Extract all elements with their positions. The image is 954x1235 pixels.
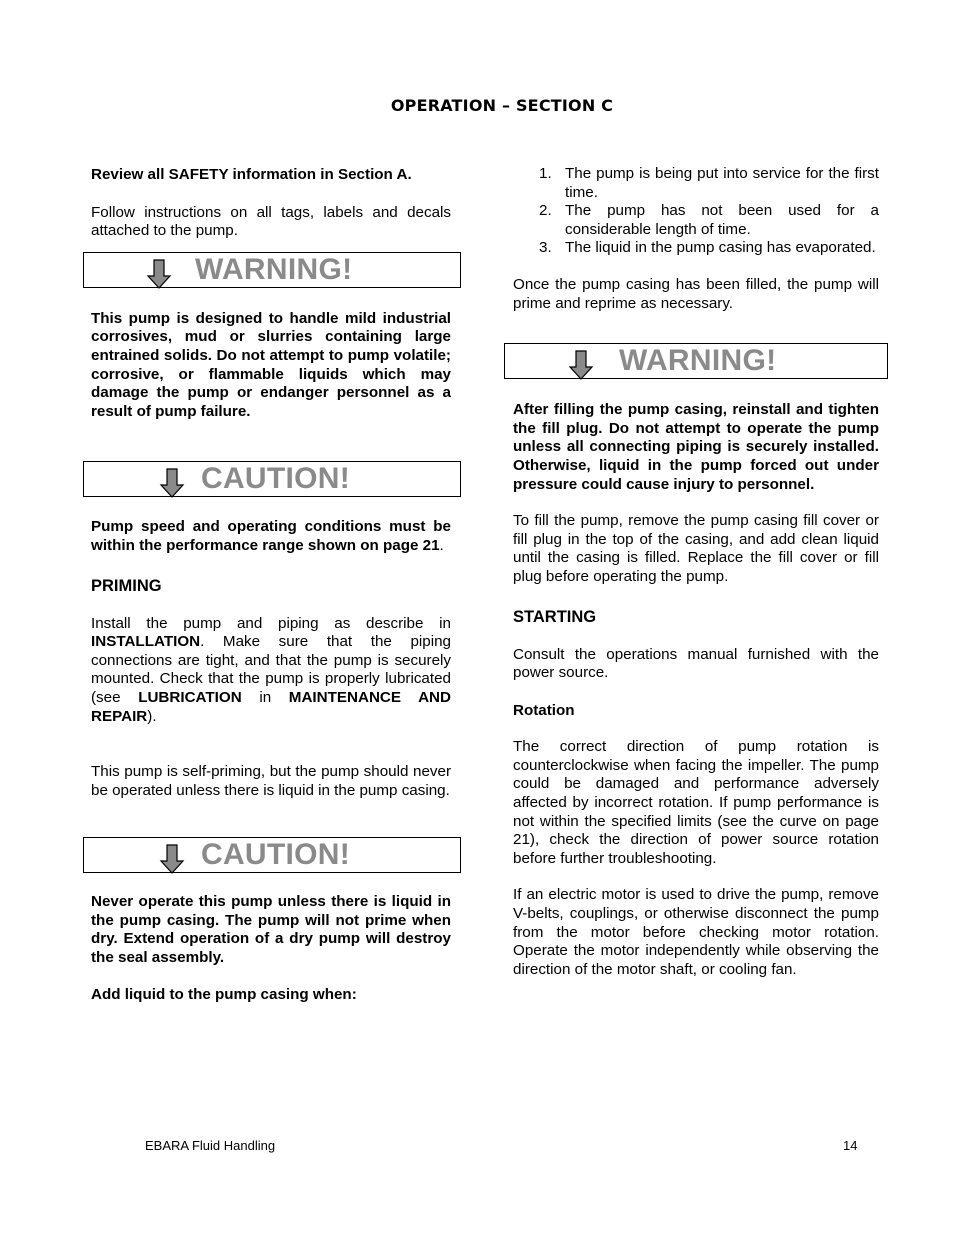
priming-text-part: Install the pump and piping as describe in xyxy=(91,614,451,632)
caution-page-ref: 21 xyxy=(422,536,440,554)
page-number: 14 xyxy=(843,1138,858,1153)
list-item xyxy=(513,165,879,202)
dry-operation-caution-text: Never operate this pump unless there is liquid in the pump casing. The pump will not prime when dry. Extend operation of a dry pump will destroy the seal assembly. xyxy=(91,893,451,967)
caution-text-part: Pump speed and operating conditions must be within the performance range shown on page xyxy=(91,518,451,554)
warning-text: This pump is designed to handle mild industrial corrosives, mud or slurries containing large entrained solids. Do not attempt to pump volatile; corrosive, or flammable liquids which may damage the pump or endanger personnel as a result of pump failure. xyxy=(91,309,451,420)
right-column xyxy=(513,165,879,979)
add-liquid-note: Add liquid to the pump casing when: xyxy=(91,985,357,1003)
list-text: The liquid in the pump casing has evaporated. xyxy=(565,239,876,257)
rotation-heading: Rotation xyxy=(513,701,575,719)
consult-text: Consult the operations manual furnished with the power source. xyxy=(513,645,879,682)
motor-rotation-paragraph: If an electric motor is used to drive the pump, remove V-belts, couplings, or otherwise disconnect the pump from the motor before checking motor rotation. Operate the motor independently while observing the direction of the motor shaft, or cooling fan. xyxy=(513,886,879,978)
caution-label: CAUTION! xyxy=(201,838,351,872)
caution-text-end: . xyxy=(439,536,444,554)
self-priming-text: This pump is self-priming, but the pump should never be operated unless there is liquid in the pump casing. xyxy=(91,763,451,799)
warning-text: After filling the pump casing, reinstall and tighten the fill plug. Do not attempt to operate the pump unless all connecting piping is securely installed. Otherwise, liquid in the pump forced out under pressure could cause injury to personnel. xyxy=(513,401,879,493)
conditions-list xyxy=(513,165,879,258)
footer-company: EBARA Fluid Handling xyxy=(145,1138,276,1153)
down-arrow-icon xyxy=(146,259,172,289)
maintenance-ref: MAINTENANCE AND REPAIR xyxy=(91,688,451,725)
caution-box xyxy=(83,837,461,873)
list-text: The pump is being put into service for the first time. xyxy=(565,165,879,201)
once-filled-text: Once the pump casing has been filled, the pump will prime and reprime as necessary. xyxy=(513,275,879,312)
installation-ref: INSTALLATION xyxy=(91,633,201,651)
list-item xyxy=(513,202,879,239)
priming-text-part: in xyxy=(241,688,289,706)
caution-label: CAUTION! xyxy=(201,462,351,496)
priming-text-part: . Make sure that the piping connections are tight, and that the pump is securely mounted. Check that the pump is properly lubricated (see xyxy=(91,633,451,706)
priming-paragraph xyxy=(91,615,451,727)
caution-box xyxy=(83,461,461,497)
safety-review-note: Review all SAFETY information in Section A. xyxy=(91,166,412,183)
lubrication-ref: LUBRICATION xyxy=(138,688,242,706)
down-arrow-icon xyxy=(159,844,185,874)
priming-heading: PRIMING xyxy=(91,576,162,595)
list-number: 2. xyxy=(539,202,552,220)
list-text: The pump has not been used for a considerable length of time. xyxy=(565,202,879,238)
priming-text-part: ). xyxy=(147,707,157,725)
down-arrow-icon xyxy=(568,350,594,380)
follow-instructions-text: Follow instructions on all tags, labels and decals attached to the pump. xyxy=(91,203,451,240)
fill-instructions-text: To fill the pump, remove the pump casing fill cover or fill plug in the top of the casing, and add clean liquid until the casing is filled. Replace the fill cover or fill plug before operating the pump. xyxy=(513,512,879,585)
down-arrow-icon xyxy=(159,468,185,498)
starting-heading: STARTING xyxy=(513,607,597,626)
list-number: 1. xyxy=(539,165,552,182)
list-item xyxy=(513,239,879,258)
page-title: OPERATION – SECTION C xyxy=(390,96,614,115)
caution-text xyxy=(91,518,451,555)
list-number: 3. xyxy=(539,239,552,257)
rotation-paragraph: The correct direction of pump rotation is counterclockwise when facing the impeller. The pump could be damaged and performance adversely affected by incorrect rotation. If pump performance is not within the specified limits (see the curve on page 21), check the direction of power source rotation before further troubleshooting. xyxy=(513,738,879,867)
warning-label: WARNING! xyxy=(195,252,353,286)
left-column xyxy=(91,166,451,1004)
warning-label: WARNING! xyxy=(619,344,777,378)
warning-box xyxy=(504,343,888,379)
warning-box xyxy=(83,252,461,288)
